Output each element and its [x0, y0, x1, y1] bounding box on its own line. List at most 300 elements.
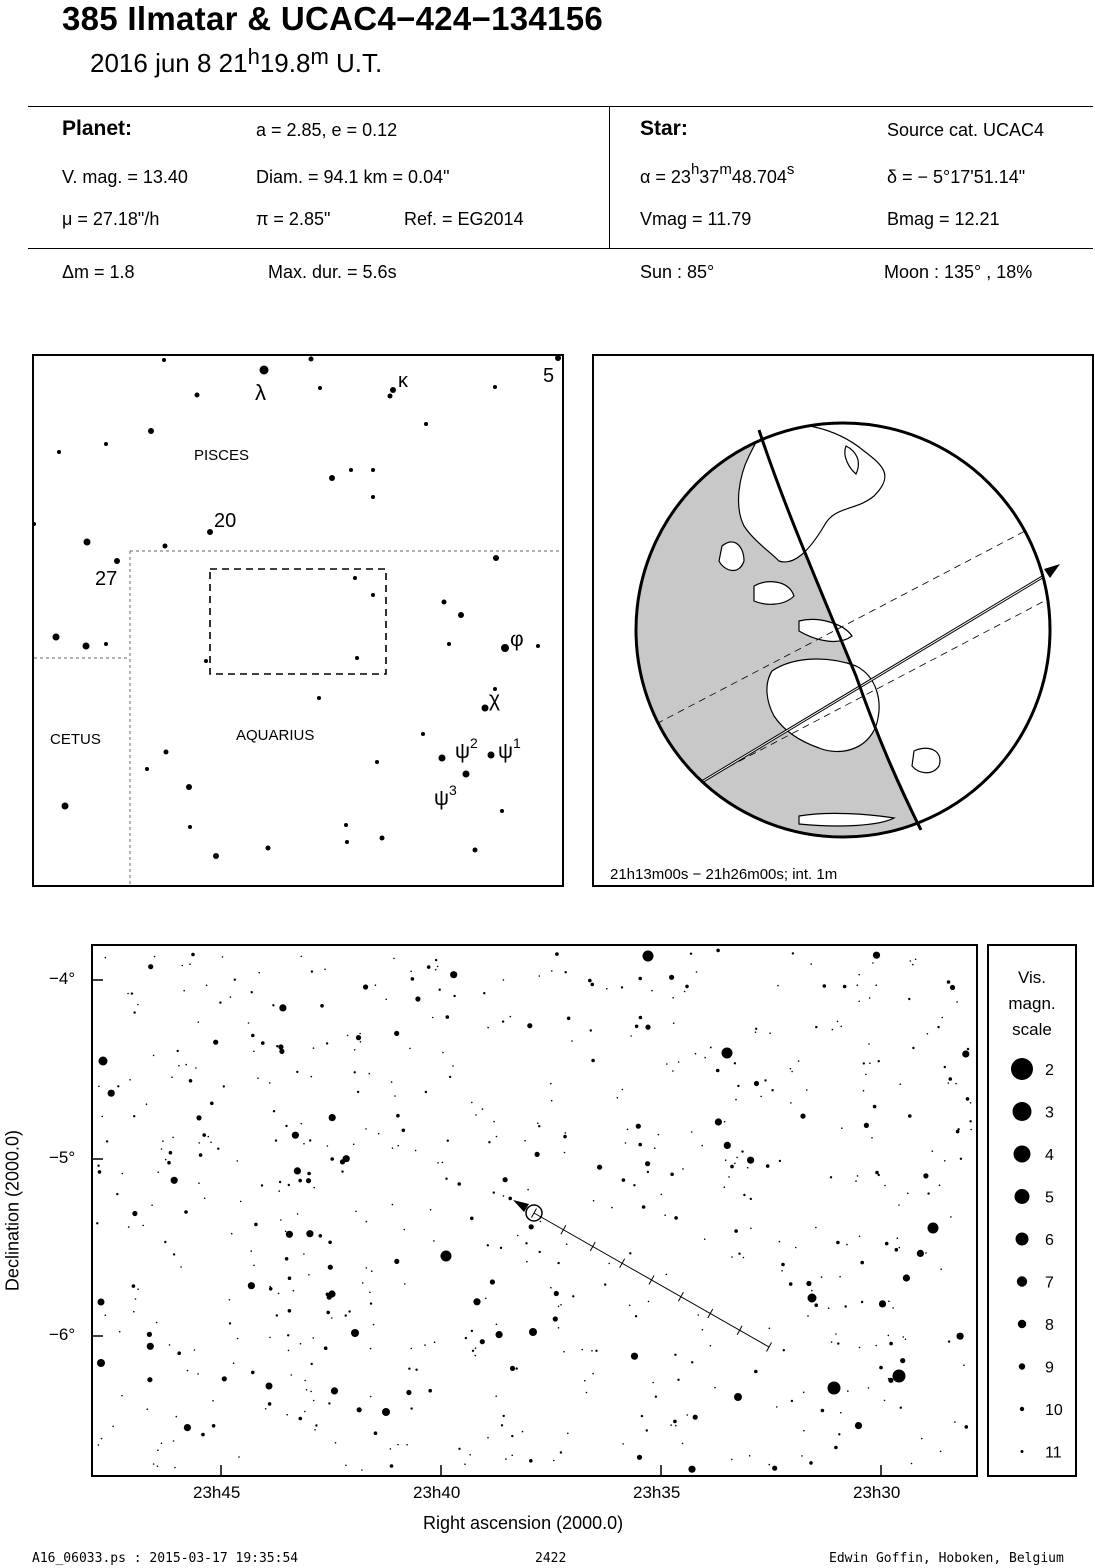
- chart-star: [847, 1390, 849, 1392]
- chart-star: [630, 1035, 632, 1037]
- legend-dot-mag-3: [1013, 1102, 1032, 1121]
- chart-star: [638, 977, 642, 981]
- chart-star: [176, 1416, 178, 1418]
- land-asia: [739, 424, 885, 562]
- chart-star: [362, 1282, 364, 1284]
- chart-star: [955, 1083, 957, 1085]
- chart-star: [404, 1229, 406, 1231]
- chart-star: [747, 1157, 754, 1164]
- finder-star: [493, 555, 499, 561]
- chart-star: [496, 1324, 498, 1326]
- chart-star: [629, 1305, 631, 1307]
- finder-star: [195, 393, 200, 398]
- chart-star: [697, 1314, 699, 1316]
- chart-star: [734, 1229, 738, 1233]
- chart-star: [857, 1175, 859, 1177]
- chart-star: [287, 1334, 289, 1336]
- chart-star: [98, 1444, 100, 1446]
- chart-star: [475, 1114, 477, 1116]
- finder-star: [34, 522, 36, 526]
- chart-star: [174, 1467, 176, 1469]
- chart-star: [147, 1377, 152, 1382]
- chart-star: [288, 1276, 292, 1280]
- chart-star: [195, 1067, 197, 1069]
- chart-star: [879, 1300, 886, 1307]
- chart-star: [927, 1192, 929, 1194]
- chart-star: [949, 1077, 953, 1081]
- chart-star: [772, 1466, 777, 1471]
- chart-star: [191, 953, 195, 957]
- path-time-tick: [532, 1209, 537, 1218]
- star-label-psi3: $\psi^3$: [434, 782, 457, 810]
- chart-star: [743, 1257, 745, 1259]
- chart-star: [182, 965, 184, 967]
- chart-star: [646, 1429, 648, 1431]
- chart-star: [354, 1049, 356, 1051]
- chart-star: [710, 1047, 712, 1049]
- chart-star: [442, 1162, 444, 1164]
- legend-dot-mag-6: [1016, 1233, 1029, 1246]
- chart-star: [157, 1465, 159, 1467]
- finder-star: [355, 656, 359, 660]
- finder-star: [345, 840, 349, 844]
- chart-star: [222, 956, 224, 958]
- chart-star: [472, 1350, 474, 1352]
- land-indochina: [719, 542, 744, 570]
- chart-star: [299, 1417, 303, 1421]
- chart-star: [710, 1345, 712, 1347]
- chart-star: [908, 998, 910, 1000]
- star-label-27: 27: [95, 568, 118, 590]
- chart-star: [535, 1152, 540, 1157]
- chart-star: [300, 1343, 302, 1345]
- finder-star: [163, 544, 168, 549]
- chart-star: [268, 1402, 272, 1406]
- chart-star: [670, 1173, 674, 1177]
- path-time-tick: [678, 1292, 683, 1301]
- chart-star: [434, 1341, 436, 1343]
- chart-star: [832, 1029, 834, 1031]
- chart-star: [133, 1115, 135, 1117]
- finder-star: [375, 760, 379, 764]
- finder-star: [349, 468, 353, 472]
- chart-star: [779, 1160, 781, 1162]
- chart-star: [957, 1333, 964, 1340]
- chart-star: [132, 1284, 136, 1288]
- chart-star: [837, 1342, 839, 1344]
- chart-star: [550, 1083, 552, 1085]
- chart-star: [956, 1001, 958, 1003]
- chart-star: [470, 1217, 474, 1221]
- chart-star: [669, 975, 674, 980]
- chart-star: [370, 1396, 372, 1398]
- chart-star: [734, 1163, 736, 1165]
- chart-star-bright: [97, 1359, 105, 1367]
- chart-star: [171, 1076, 173, 1078]
- chart-star: [915, 959, 917, 961]
- star-label-phi: φ: [510, 628, 524, 651]
- chart-star: [328, 1402, 330, 1404]
- chart-star: [409, 1048, 411, 1050]
- sun-elongation: Sun : 85°: [640, 262, 715, 282]
- planet-parallax: π = 2.85": [256, 209, 331, 229]
- header-top-rule: [28, 106, 1093, 107]
- chart-star: [485, 1298, 487, 1300]
- chart-star: [293, 1290, 295, 1292]
- legend-label-mag-4: 4: [1045, 1147, 1054, 1164]
- chart-star: [137, 1004, 139, 1006]
- chart-star: [638, 1143, 642, 1147]
- chart-star: [210, 1102, 214, 1106]
- footer-author: Edwin Goffin, Hoboken, Belgium: [829, 1551, 1064, 1566]
- moon-info: Moon : 135° , 18%: [884, 262, 1033, 282]
- star-label-psi1: $\psi^1$: [498, 735, 521, 763]
- chart-star: [233, 1362, 235, 1364]
- chart-star: [678, 1061, 680, 1063]
- chart-star: [769, 1328, 771, 1330]
- chart-star: [516, 1367, 518, 1369]
- chart-star: [863, 1062, 865, 1064]
- chart-star: [411, 1348, 413, 1350]
- star-vmag: Vmag = 11.79: [640, 209, 752, 229]
- chart-star: [873, 1105, 877, 1109]
- chart-star: [286, 1231, 293, 1238]
- chart-star: [898, 1204, 900, 1206]
- chart-star: [724, 1121, 726, 1123]
- chart-star: [550, 1287, 552, 1289]
- chart-star: [328, 1265, 333, 1270]
- chart-star: [604, 1283, 606, 1285]
- chart-star: [888, 1378, 890, 1380]
- chart-stars: [96, 949, 972, 1473]
- finder-star: [500, 809, 504, 813]
- chart-star: [811, 1290, 813, 1292]
- chart-star: [724, 1142, 731, 1149]
- chart-star: [539, 975, 541, 977]
- chart-star: [311, 1076, 313, 1078]
- chart-star: [147, 1343, 154, 1350]
- chart-star: [108, 1090, 115, 1097]
- chart-star: [655, 1396, 657, 1398]
- chart-star: [465, 1337, 467, 1339]
- chart-star: [810, 963, 812, 965]
- chart-star: [359, 1033, 361, 1035]
- chart-star: [298, 1179, 302, 1183]
- finder-star: [442, 600, 447, 605]
- footer-file: A16_06033.ps : 2015-03-17 19:35:54: [32, 1551, 299, 1566]
- chart-star: [487, 1244, 489, 1246]
- chart-star: [122, 1173, 124, 1175]
- chart-star: [789, 1282, 793, 1286]
- chart-star: [701, 1145, 703, 1147]
- chart-star: [871, 1137, 873, 1139]
- globe-panel: [592, 354, 1094, 887]
- chart-star: [841, 1127, 843, 1129]
- chart-star: [801, 1455, 803, 1457]
- chart-star: [566, 1243, 568, 1245]
- chart-star: [636, 1124, 641, 1129]
- chart-star: [320, 1004, 324, 1008]
- legend-dot-mag-5: [1015, 1189, 1030, 1204]
- chart-star: [345, 1314, 347, 1316]
- chart-star: [119, 1331, 121, 1333]
- chart-star: [798, 1060, 800, 1062]
- chart-star: [303, 1253, 305, 1255]
- chart-star-bright: [893, 1370, 906, 1383]
- chart-star: [738, 1253, 740, 1255]
- chart-star: [795, 1247, 797, 1249]
- finder-star: [421, 732, 425, 736]
- chart-star: [261, 1041, 265, 1045]
- chart-star: [106, 1140, 108, 1142]
- legend-title: Vis. magn. scale: [1008, 968, 1056, 1039]
- finder-star: [186, 784, 192, 790]
- chart-star: [354, 1071, 356, 1073]
- chart-star: [843, 985, 847, 989]
- chart-star: [840, 1026, 842, 1028]
- chart-star: [858, 974, 860, 976]
- path-arrow-icon: [1044, 564, 1060, 578]
- chart-star: [331, 1317, 333, 1319]
- chart-star: [428, 1389, 432, 1393]
- legend-dot-mag-11: [1021, 1450, 1024, 1453]
- finder-star: [57, 450, 61, 454]
- chart-star: [567, 1017, 571, 1021]
- chart-star: [490, 1279, 495, 1284]
- path-time-tick: [590, 1242, 595, 1251]
- chart-star: [153, 1463, 155, 1465]
- chart-star: [366, 1267, 368, 1269]
- chart-star: [730, 1165, 734, 1169]
- chart-star: [112, 1426, 114, 1428]
- chart-star: [682, 1443, 684, 1445]
- chart-star: [98, 1086, 100, 1088]
- chart-star: [839, 1276, 841, 1278]
- chart-star: [257, 1077, 259, 1079]
- chart-star: [803, 1392, 805, 1394]
- chart-star: [331, 1387, 338, 1394]
- chart-star: [415, 996, 420, 1001]
- chart-star: [754, 1081, 759, 1086]
- chart-star: [889, 1342, 893, 1346]
- chart-star: [328, 1241, 332, 1245]
- path-time-tick: [620, 1259, 625, 1268]
- finder-chart-panel: [32, 354, 564, 887]
- y-axis-label: Declination (2000.0): [2, 1129, 23, 1292]
- chart-star: [133, 1011, 135, 1013]
- chart-star: [357, 1407, 362, 1412]
- chart-star: [652, 1382, 654, 1384]
- chart-star: [487, 1027, 489, 1029]
- chart-star: [269, 1337, 271, 1339]
- constellation-pisces: PISCES: [194, 447, 250, 464]
- chart-star-bright: [643, 951, 654, 962]
- chart-star: [563, 1135, 567, 1139]
- chart-star: [446, 1015, 450, 1019]
- chart-star: [672, 1070, 674, 1072]
- planet-vmag: V. mag. = 13.40: [62, 167, 188, 187]
- chart-star: [783, 1349, 785, 1351]
- chart-star: [132, 1211, 137, 1216]
- chart-star: [222, 1376, 227, 1381]
- chart-star: [622, 1178, 626, 1182]
- finder-star: [329, 475, 335, 481]
- chart-star: [696, 971, 698, 973]
- finder-star: [353, 576, 357, 580]
- chart-star: [329, 1114, 336, 1121]
- chart-star: [777, 985, 779, 987]
- finder-star: [114, 558, 120, 564]
- chart-star: [496, 1136, 498, 1138]
- chart-star: [750, 1198, 752, 1200]
- chart-star: [764, 1079, 766, 1081]
- chart-star: [253, 1265, 255, 1267]
- chart-star: [830, 1176, 832, 1178]
- chart-star: [313, 1187, 315, 1189]
- chart-star: [272, 1004, 274, 1006]
- chart-star: [315, 1424, 317, 1426]
- chart-star: [642, 1205, 646, 1209]
- chart-star: [275, 1139, 277, 1141]
- star-bmag: Bmag = 12.21: [887, 209, 1000, 229]
- chart-star: [501, 1424, 503, 1426]
- chart-star: [371, 1270, 373, 1272]
- chart-star-bright: [928, 1223, 939, 1234]
- chart-star: [688, 1466, 695, 1473]
- chart-star: [453, 995, 455, 997]
- chart-star: [755, 1031, 757, 1033]
- star-label-psi2: $\psi^2$: [455, 735, 478, 763]
- chart-star: [790, 1068, 792, 1070]
- chart-star: [861, 1301, 863, 1303]
- finder-star: [439, 755, 446, 762]
- chart-star: [878, 1174, 880, 1176]
- chart-star: [373, 1324, 375, 1326]
- chart-star: [967, 1048, 969, 1050]
- chart-star: [378, 1133, 380, 1135]
- chart-star: [297, 1213, 299, 1215]
- chart-star: [475, 1347, 477, 1349]
- header-bottom-rule: [28, 248, 1093, 249]
- finder-star: [390, 387, 396, 393]
- chart-star: [828, 1307, 830, 1309]
- finder-star: [83, 643, 90, 650]
- chart-star: [410, 971, 412, 973]
- chart-star: [248, 1022, 250, 1024]
- chart-star: [645, 1025, 650, 1030]
- chart-star: [510, 1366, 515, 1371]
- chart-star: [903, 1336, 905, 1338]
- chart-star: [301, 956, 303, 958]
- chart-star: [857, 984, 859, 986]
- chart-star: [629, 1252, 631, 1254]
- finder-star: [371, 468, 375, 472]
- chart-star: [357, 1091, 359, 1093]
- chart-star: [286, 1414, 288, 1416]
- chart-star: [487, 1437, 489, 1439]
- chart-star: [553, 1460, 555, 1462]
- chart-star: [672, 997, 674, 999]
- chart-star: [197, 1373, 199, 1375]
- chart-star: [749, 1455, 751, 1457]
- chart-star: [237, 1160, 239, 1162]
- chart-star: [529, 1224, 534, 1229]
- chart-star: [635, 1315, 637, 1317]
- chart-star: [715, 1118, 722, 1125]
- chart-star: [457, 1182, 461, 1186]
- chart-star: [370, 1302, 372, 1304]
- chart-star: [737, 1085, 739, 1087]
- star-source: Source cat. UCAC4: [887, 120, 1045, 140]
- chart-star: [240, 1201, 242, 1203]
- chart-star-bright: [441, 1251, 452, 1262]
- chart-star: [903, 1274, 910, 1281]
- chart-star: [800, 1114, 805, 1119]
- finder-star: [309, 357, 314, 362]
- chart-star: [238, 1456, 240, 1458]
- chart-star: [285, 1257, 289, 1261]
- finder-star: [162, 358, 166, 362]
- finder-star: [458, 612, 464, 618]
- chart-star: [167, 1161, 171, 1165]
- chart-star: [940, 1268, 942, 1270]
- chart-star: [347, 1035, 349, 1037]
- legend-dot-mag-7: [1017, 1276, 1027, 1286]
- chart-star: [555, 952, 559, 956]
- chart-star: [791, 1400, 793, 1402]
- chart-star: [101, 1116, 103, 1118]
- finder-star: [344, 823, 348, 827]
- path-time-tick: [708, 1309, 713, 1318]
- chart-star: [831, 1341, 833, 1343]
- chart-star: [206, 985, 208, 987]
- chart-star: [223, 1085, 225, 1087]
- chart-star: [524, 1140, 526, 1142]
- finder-star: [53, 634, 60, 641]
- constellation-aquarius: AQUARIUS: [236, 727, 315, 744]
- chart-star: [760, 1096, 762, 1098]
- chart-star-bright: [808, 1294, 817, 1303]
- chart-star: [198, 1182, 200, 1184]
- chart-star-bright: [382, 1408, 390, 1416]
- chart-star: [766, 1164, 770, 1168]
- chart-star: [229, 1322, 231, 1324]
- chart-star: [353, 1144, 355, 1146]
- chart-star: [558, 1327, 560, 1329]
- chart-star: [565, 971, 567, 973]
- chart-star: [503, 1415, 505, 1417]
- chart-star: [288, 1309, 292, 1313]
- chart-star: [823, 984, 827, 988]
- chart-star: [348, 1310, 350, 1312]
- chart-star: [962, 1050, 969, 1057]
- legend-label-mag-8: 8: [1045, 1317, 1054, 1334]
- chart-star: [415, 1369, 417, 1371]
- chart-star: [771, 1089, 773, 1091]
- chart-star: [279, 1004, 286, 1011]
- chart-star: [187, 1370, 189, 1372]
- x-tick-label-2345: 23h45: [193, 1483, 241, 1502]
- finder-star: [84, 539, 91, 546]
- finder-star: [482, 705, 489, 712]
- chart-star: [234, 979, 236, 981]
- chart-star: [691, 1131, 693, 1133]
- chart-star: [685, 985, 689, 989]
- finder-star: [536, 644, 540, 648]
- chart-star: [845, 1305, 847, 1307]
- chart-star: [433, 1240, 435, 1242]
- chart-star: [493, 1121, 495, 1123]
